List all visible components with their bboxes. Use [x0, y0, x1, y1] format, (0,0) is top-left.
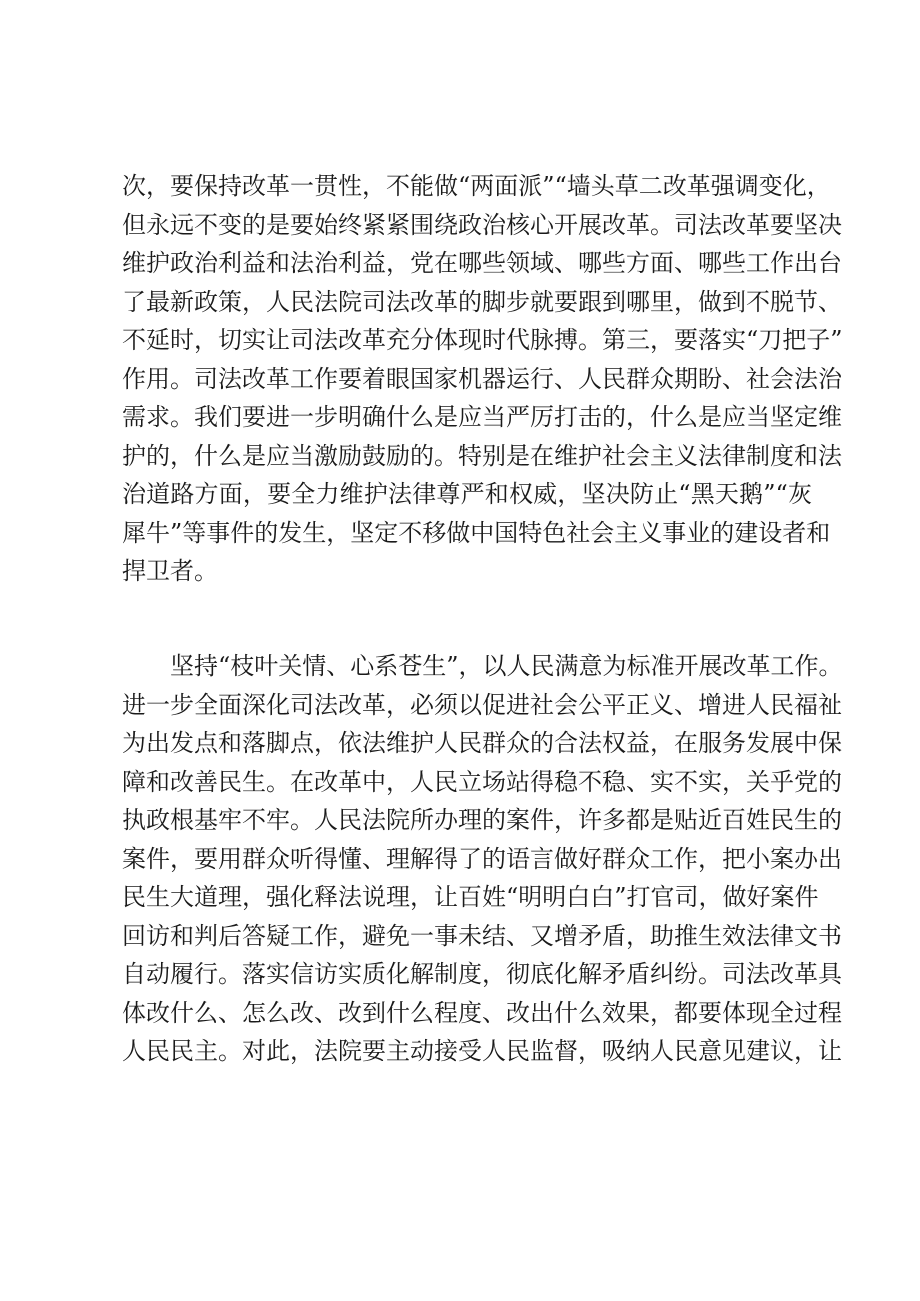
- paragraph-line: 回访和判后答疑工作，避免一事未结、又增矛盾，助推生效法律文书: [122, 921, 842, 950]
- paragraph-line: 护的，什么是应当激励鼓励的。特别是在维护社会主义法律制度和法: [122, 441, 842, 470]
- paragraph-line: 民生大道理，强化释法说理，让百姓“明明白白”打官司，做好案件: [122, 883, 819, 911]
- paragraph-line: 捍卫者。: [122, 557, 218, 585]
- paragraph-line: 不延时，切实让司法改革充分体现时代脉搏。第三，要落实“刀把子”: [122, 326, 843, 354]
- paragraph-2: [122, 647, 843, 1071]
- paragraph-line: 为出发点和落脚点，依法维护人民群众的合法权益，在服务发展中保: [122, 729, 842, 757]
- paragraph-line: 犀牛”等事件的发生，坚定不移做中国特色社会主义事业的建设者和: [122, 518, 831, 547]
- paragraph-line: 了最新政策，人民法院司法改革的脚步就要跟到哪里，做到不脱节、: [122, 287, 842, 316]
- paragraph-line: 执政根基牢不牢。人民法院所办理的案件，许多都是贴近百姓民生的: [122, 806, 842, 834]
- paragraph-line: 障和改善民生。在改革中，人民立场站得稳不稳、实不实，关乎党的: [122, 767, 842, 796]
- paragraph-line: 案件，要用群众听得懂、理解得了的语言做好群众工作，把小案办出: [122, 844, 842, 873]
- paragraph-line: 治道路方面，要全力维护法律尊严和权威，坚决防止“黑天鹅”“灰: [122, 480, 812, 508]
- paragraph-line: 但永远不变的是要始终紧紧围绕政治核心开展改革。司法改革要坚决: [122, 210, 842, 239]
- paragraph-line: 人民民主。对此，法院要主动接受人民监督，吸纳人民意见建议，让: [122, 1037, 842, 1065]
- paragraph-line: 次，要保持改革一贯性，不能做“两面派”“墙头草二改革强调变化，: [122, 172, 831, 200]
- paragraph-line: 需求。我们要进一步明确什么是应当严厉打击的，什么是应当坚定维: [122, 403, 842, 431]
- paragraph-line: 自动履行。落实信访实质化解制度，彻底化解矛盾纠纷。司法改革具: [122, 960, 842, 988]
- paragraph-line: 体改什么、怎么改、改到什么程度、改出什么效果，都要体现全过程: [122, 998, 842, 1027]
- paragraph-line: 坚持“枝叶关情、心系苍生”，以人民满意为标准开展改革工作。: [170, 652, 843, 680]
- paragraph-1: [122, 167, 843, 591]
- paragraph-line: 作用。司法改革工作要着眼国家机器运行、人民群众期盼、社会法治: [122, 364, 842, 393]
- paragraph-line: 进一步全面深化司法改革，必须以促进社会公平正义、增进人民福祉: [122, 690, 842, 719]
- paragraph-line: 维护政治利益和法治利益，党在哪些领域、哪些方面、哪些工作出台: [122, 249, 842, 277]
